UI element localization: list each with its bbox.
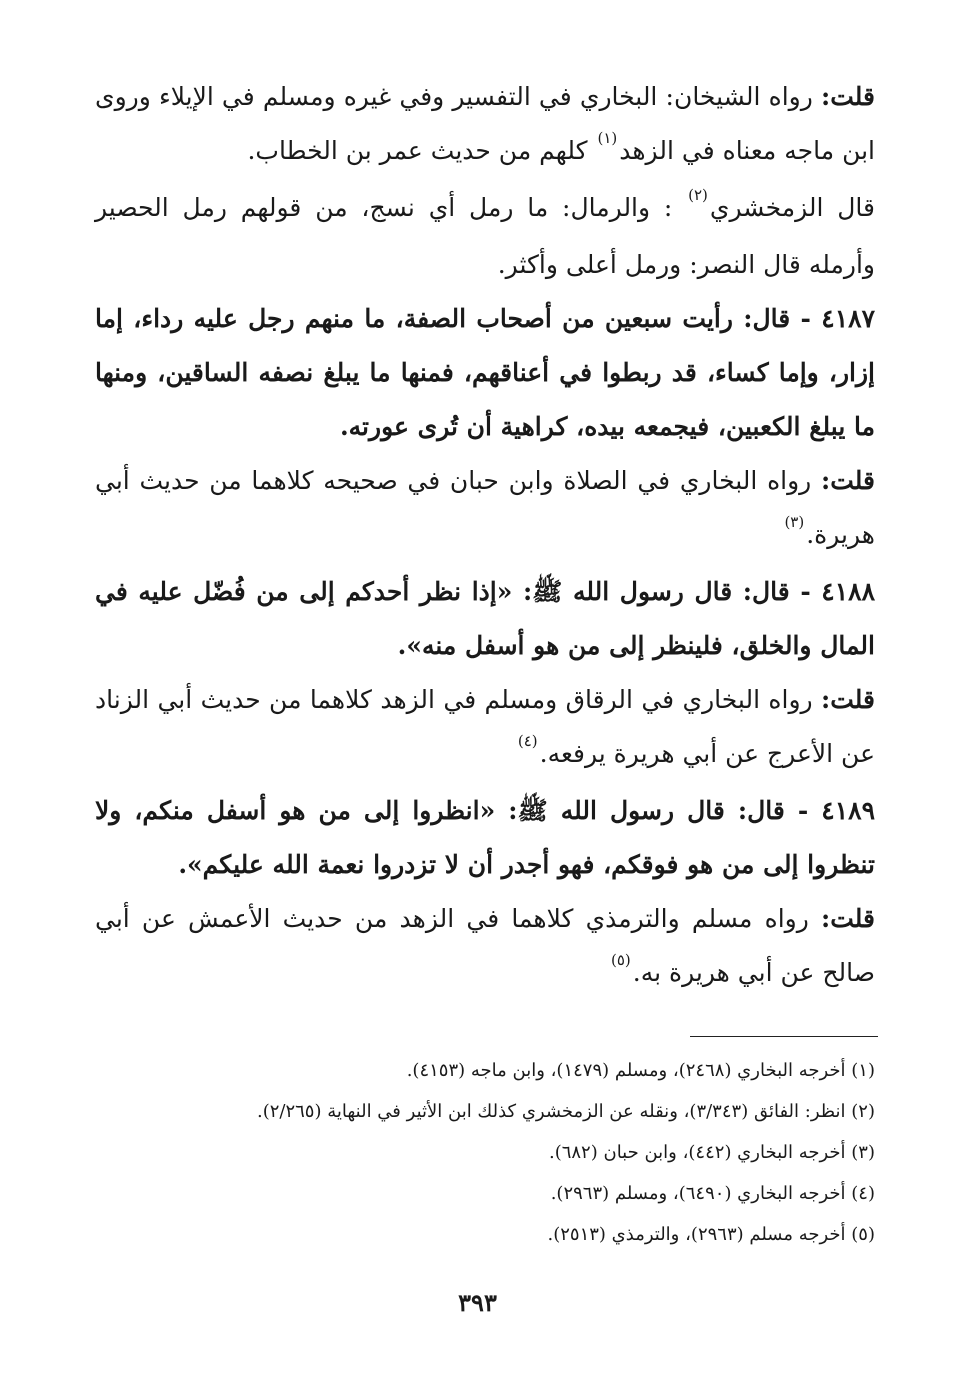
- paragraph-text: رواه البخاري في الرقاق ومسلم في الزهد كلاهما من حديث أبي الزناد عن الأعرج عن أبي هريرة يرفعه.: [95, 685, 875, 768]
- footnote-ref-3[interactable]: (٣): [784, 513, 805, 531]
- page-number: ٣٩٣: [458, 1288, 497, 1317]
- paragraph-text: كلهم من حديث عمر بن الخطاب.: [247, 136, 596, 165]
- footnote-ref-5[interactable]: (٥): [611, 951, 631, 969]
- qultu-label: قلت:: [820, 82, 875, 111]
- paragraph-qultu-1: [95, 70, 875, 181]
- paragraph-zamakhshari: [95, 181, 875, 292]
- paragraph-text: رواه الشيخان: البخاري في التفسير وفي غيره ومسلم في الإيلاء وروى ابن ماجه معناه في الزهد: [95, 82, 875, 165]
- paragraph-qultu-3: [95, 454, 875, 565]
- footnote-ref-4[interactable]: (٤): [517, 732, 538, 750]
- paragraph-text: رواه مسلم والترمذي كلاهما في الزهد من حديث الأعمش عن أبي صالح عن أبي هريرة به.: [95, 904, 875, 987]
- footnote-ref-2[interactable]: (٢): [688, 186, 708, 204]
- paragraph-text: رواه البخاري في الصلاة وابن حبان في صحيحه كلاهما من حديث أبي هريرة.: [95, 466, 875, 549]
- footnote-2: (٢) انظر: الفائق (٣/٣٤٣)، ونقله عن الزمخشري كذلك ابن الأثير في النهاية (٢/٢٦٥).: [256, 1101, 875, 1122]
- main-text: [95, 70, 875, 1003]
- hadith-4188: ٤١٨٨ - قال: قال رسول الله ﷺ: «إذا نظر أحدكم إلى من فُضّل عليه في المال والخلق، فلينظر إلى من هو أسفل منه».: [95, 577, 875, 660]
- footnote-5: (٥) أخرجه مسلم (٢٩٦٣)، والترمذي (٢٥١٣).: [547, 1224, 875, 1245]
- paragraph-text: قال الزمخشري: [709, 193, 875, 222]
- hadith-4189: ٤١٨٩ - قال: قال رسول الله ﷺ: «انظروا إلى من هو أسفل منكم، ولا تنظروا إلى من هو فوقكم، فهو أجدر أن لا تزدروا نعمة الله عليكم».: [95, 796, 875, 879]
- footnote-ref-1[interactable]: (١): [597, 129, 618, 147]
- qultu-label: قلت:: [820, 904, 875, 933]
- footnote-1: (١) أخرجه البخاري (٢٤٦٨)، ومسلم (١٤٧٩)، وابن ماجه (٤١٥٣).: [406, 1060, 875, 1081]
- qultu-label: قلت:: [820, 466, 875, 495]
- footnote-divider: [690, 1036, 878, 1037]
- footnote-3: (٣) أخرجه البخاري (٤٤٢)، وابن حبان (٦٨٢).: [548, 1142, 875, 1163]
- paragraph-text: : والرمال: ما رمل أي نسج، من قولهم رمل الحصير وأرمله قال النصر: ورمل أعلى وأكثر.: [95, 193, 875, 279]
- hadith-4187: ٤١٨٧ - قال: رأيت سبعين من أصحاب الصفة، ما منهم رجل عليه رداء، إما إزار، وإما كساء، قد ربطوا في أعناقهم، فمنها ما يبلغ نصفه الساقين، ومنها ما يبلغ الكعبين، فيجمعه بيده، كراهية أن تُرى عورته.: [95, 304, 875, 441]
- footnotes: [95, 1050, 875, 1255]
- qultu-label: قلت:: [820, 685, 875, 714]
- paragraph-qultu-5: [95, 892, 875, 1003]
- footnote-4: (٤) أخرجه البخاري (٦٤٩٠)، ومسلم (٢٩٦٣).: [550, 1183, 875, 1204]
- paragraph-qultu-4: [95, 673, 875, 784]
